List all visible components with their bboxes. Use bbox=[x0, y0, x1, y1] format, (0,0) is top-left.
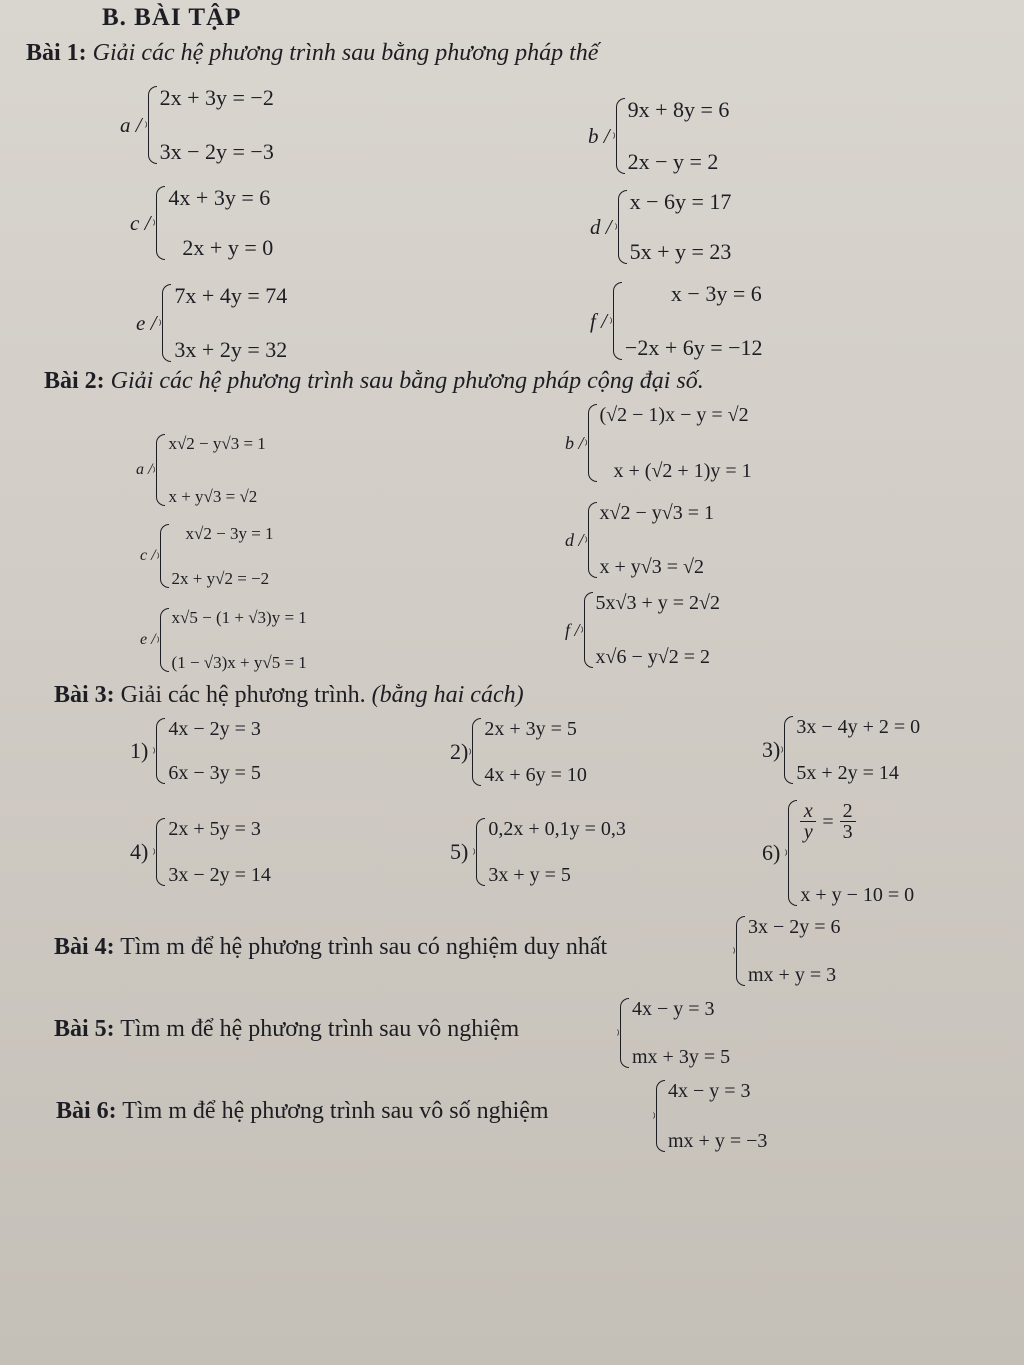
equation: mx + y = −3 bbox=[668, 1130, 768, 1152]
left-brace bbox=[160, 608, 169, 672]
equation: 3x − 2y = 6 bbox=[748, 916, 841, 938]
left-brace bbox=[160, 524, 169, 588]
problem-4-system bbox=[736, 916, 841, 986]
left-brace bbox=[620, 998, 629, 1068]
fraction-denominator: 3 bbox=[842, 821, 853, 843]
item-label: e / bbox=[136, 310, 157, 335]
equation: 4x + 6y = 10 bbox=[484, 764, 587, 786]
item-label: 3) bbox=[762, 737, 781, 762]
problem-3-text: Giải các hệ phương trình. bbox=[120, 682, 366, 708]
left-brace bbox=[148, 86, 157, 164]
equation: 3x − 2y = 14 bbox=[168, 864, 271, 886]
problem-2c-system bbox=[140, 524, 274, 588]
left-brace bbox=[476, 818, 485, 886]
equation: 2x − y = 2 bbox=[627, 149, 719, 174]
fraction-equation: x y = 2 3 bbox=[800, 801, 914, 842]
equation: 2x + y√2 = −2 bbox=[171, 569, 270, 588]
item-label: b / bbox=[565, 432, 584, 453]
problem-5-label: Bài 5: bbox=[54, 1016, 115, 1042]
left-brace bbox=[736, 916, 745, 986]
problem-4-text: Tìm m để hệ phương trình sau có nghiệm duy nhất bbox=[120, 934, 608, 960]
item-label: c / bbox=[140, 547, 156, 564]
item-label: 5) bbox=[450, 839, 469, 864]
left-brace bbox=[613, 282, 622, 360]
section-heading: B. BÀI TẬP bbox=[102, 4, 242, 31]
problem-6-system bbox=[656, 1080, 767, 1152]
equation: 4x + 3y = 6 bbox=[168, 185, 271, 210]
item-label: 6) bbox=[762, 840, 781, 865]
problem-3-note: (bằng hai cách) bbox=[371, 682, 524, 708]
problem-3-4-system bbox=[130, 818, 271, 886]
problem-1-label: Bài 1: bbox=[26, 40, 87, 66]
left-brace bbox=[588, 404, 597, 482]
equation: 5x + y = 23 bbox=[629, 239, 732, 264]
problem-1a-system bbox=[120, 86, 274, 164]
equation: x√6 − y√2 = 2 bbox=[595, 646, 711, 668]
equation: x√2 − y√3 = 1 bbox=[599, 502, 715, 524]
equation: 4x − y = 3 bbox=[668, 1080, 751, 1102]
equation: x√2 − 3y = 1 bbox=[185, 524, 274, 543]
left-brace bbox=[784, 716, 793, 784]
left-brace bbox=[156, 718, 165, 784]
problem-1f-system bbox=[590, 282, 763, 360]
item-label: e / bbox=[140, 631, 156, 648]
item-label: c / bbox=[130, 210, 151, 235]
problem-2-title bbox=[44, 368, 704, 395]
equation: x + y√3 = √2 bbox=[168, 487, 258, 506]
left-brace bbox=[162, 284, 171, 362]
problem-3-6-system bbox=[762, 800, 914, 906]
problem-4-title bbox=[54, 934, 607, 961]
left-brace bbox=[618, 190, 627, 264]
equation: 3x + 2y = 32 bbox=[174, 337, 288, 362]
problem-5-title bbox=[54, 1016, 519, 1043]
item-label: a / bbox=[136, 461, 153, 478]
problem-1-title bbox=[26, 40, 598, 67]
problem-2a-system bbox=[136, 434, 266, 506]
equation: 5x√3 + y = 2√2 bbox=[595, 592, 721, 614]
problem-3-1-system bbox=[130, 718, 261, 784]
equation: 6x − 3y = 5 bbox=[168, 762, 261, 784]
equation: 2x + y = 0 bbox=[182, 235, 274, 260]
equation: −2x + 6y = −12 bbox=[624, 335, 763, 360]
problem-1c-system bbox=[130, 186, 273, 260]
fraction-denominator: y bbox=[803, 821, 813, 843]
equation: 3x − 2y = −3 bbox=[159, 139, 274, 164]
problem-1d-system bbox=[590, 190, 731, 264]
problem-6-text: Tìm m để hệ phương trình sau vô số nghiệm bbox=[122, 1098, 549, 1124]
equation: mx + 3y = 5 bbox=[632, 1046, 731, 1068]
left-brace bbox=[584, 592, 593, 668]
item-label: 4) bbox=[130, 839, 149, 864]
equation: x − 6y = 17 bbox=[629, 189, 732, 214]
left-brace bbox=[156, 818, 165, 886]
item-label: f / bbox=[565, 619, 580, 640]
equation: (1 − √3)x + y√5 = 1 bbox=[171, 653, 307, 672]
left-brace bbox=[472, 718, 481, 786]
problem-6-label: Bài 6: bbox=[56, 1098, 117, 1124]
left-brace bbox=[788, 800, 797, 906]
problem-1b-system bbox=[588, 98, 729, 174]
equation: x√2 − y√3 = 1 bbox=[168, 434, 266, 453]
problem-1-text: Giải các hệ phương trình sau bằng phương pháp thế bbox=[92, 40, 599, 66]
equation: mx + y = 3 bbox=[748, 964, 837, 986]
problem-5-system bbox=[620, 998, 730, 1068]
left-brace bbox=[616, 98, 625, 174]
equation: 5x + 2y = 14 bbox=[796, 762, 899, 784]
problem-3-label: Bài 3: bbox=[54, 682, 115, 708]
problem-3-title bbox=[54, 682, 524, 709]
fraction-numerator: 2 bbox=[842, 800, 853, 822]
item-label: 1) bbox=[130, 738, 149, 763]
left-brace bbox=[156, 186, 165, 260]
equation: 9x + 8y = 6 bbox=[627, 97, 730, 122]
problem-2-text: Giải các hệ phương trình sau bằng phương pháp cộng đại số. bbox=[110, 368, 704, 394]
left-brace bbox=[656, 1080, 665, 1152]
left-brace bbox=[588, 502, 597, 578]
item-label: 2) bbox=[450, 739, 469, 764]
problem-4-label: Bài 4: bbox=[54, 934, 115, 960]
problem-3-3-system bbox=[762, 716, 920, 784]
equation: (√2 − 1)x − y = √2 bbox=[599, 404, 749, 426]
equation: 2x + 3y = 5 bbox=[484, 718, 577, 740]
equation: 4x − y = 3 bbox=[632, 998, 715, 1020]
fraction-numerator: x bbox=[803, 800, 813, 822]
equation: 4x − 2y = 3 bbox=[168, 718, 261, 740]
equation: x + y − 10 = 0 bbox=[800, 884, 915, 906]
equation: x√5 − (1 + √3)y = 1 bbox=[171, 608, 307, 627]
equation: 0,2x + 0,1y = 0,3 bbox=[488, 818, 626, 840]
equation: 2x + 5y = 3 bbox=[168, 818, 261, 840]
left-brace bbox=[156, 434, 165, 506]
problem-2-label: Bài 2: bbox=[44, 368, 105, 394]
problem-2e-system bbox=[140, 608, 307, 672]
item-label: a / bbox=[120, 112, 142, 137]
problem-2f-system bbox=[565, 592, 720, 668]
equation: x + y√3 = √2 bbox=[599, 556, 705, 578]
problem-5-text: Tìm m để hệ phương trình sau vô nghiệm bbox=[120, 1016, 520, 1042]
equation: 3x − 4y + 2 = 0 bbox=[796, 716, 921, 738]
item-label: b / bbox=[588, 123, 610, 148]
item-label: d / bbox=[590, 214, 612, 239]
problem-2b-system bbox=[565, 404, 752, 482]
equation: x − 3y = 6 bbox=[670, 281, 762, 306]
problem-3-2-system bbox=[450, 718, 587, 786]
problem-2d-system bbox=[565, 502, 714, 578]
item-label: d / bbox=[565, 529, 584, 550]
item-label: f / bbox=[590, 308, 607, 333]
equation: x + (√2 + 1)y = 1 bbox=[613, 460, 752, 482]
equation: 3x + y = 5 bbox=[488, 864, 571, 886]
equation: 7x + 4y = 74 bbox=[174, 283, 288, 308]
problem-1e-system bbox=[136, 284, 287, 362]
problem-3-5-system bbox=[450, 818, 626, 886]
problem-6-title bbox=[56, 1098, 549, 1125]
equation: 2x + 3y = −2 bbox=[159, 85, 274, 110]
